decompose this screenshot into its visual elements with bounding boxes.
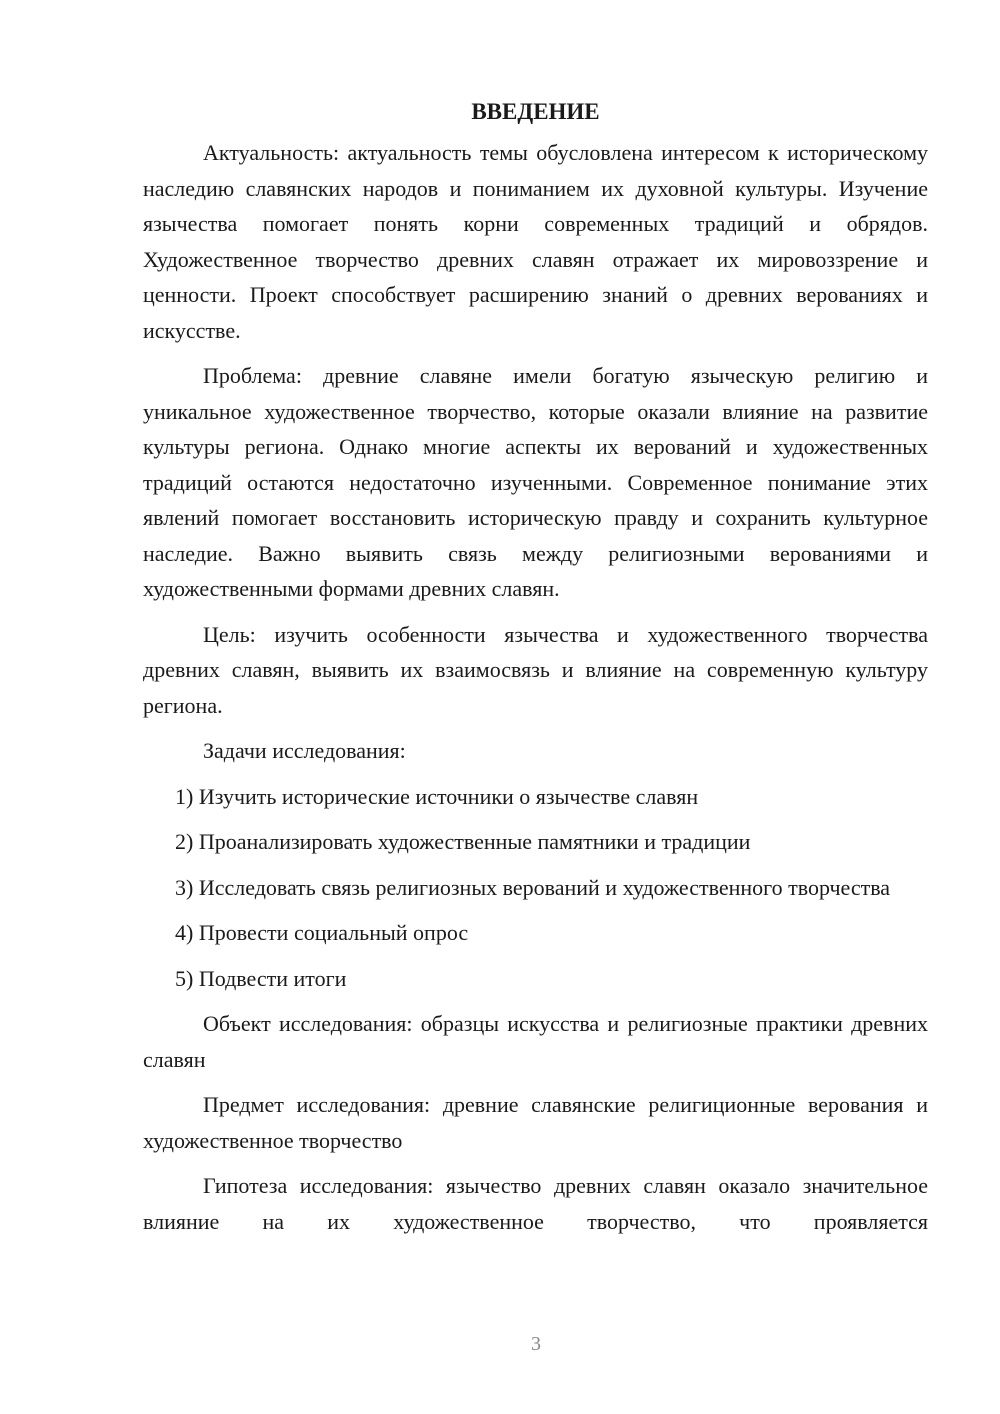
tasks-list: [143, 779, 928, 997]
list-item: 5) Подвести итоги: [175, 965, 347, 991]
paragraph-hypothesis: Гипотеза исследования: язычество древних славян оказало значительное влияние на их художественное творчество, что проявляется: [143, 1173, 928, 1234]
tasks-heading: Задачи исследования:: [203, 738, 406, 763]
paragraph-subject: Предмет исследования: древние славянские религиционные верования и художественное творчество: [143, 1092, 928, 1153]
page-number: 3: [531, 1333, 541, 1355]
document-page: [143, 94, 928, 1239]
list-item: 1) Изучить исторические источники о язычестве славян: [175, 783, 699, 809]
page-title: ВВЕДЕНИЕ: [471, 99, 600, 124]
list-item: 4) Провести социальный опрос: [175, 920, 469, 945]
paragraph-goal: Цель: изучить особенности язычества и художественного творчества древних славян, выявить их взаимосвязь и влияние на современную культуру региона.: [143, 621, 928, 718]
list-item: 3) Исследовать связь религиозных верований и художественного творчества: [175, 874, 891, 900]
paragraph-problem: Проблема: древние славяне имели богатую языческую религию и уникальное художественное творчество, которые оказали влияние на развитие культуры региона. Однако многие аспекты их верований и художественных традиций остаются недостаточно изученными. Современное понимание этих явлений помогает восстановить историческую правду и сохранить культурное наследие. Важно выявить связь между религиозными верованиями и художественными формами древних славян.: [143, 363, 928, 601]
list-item: 2) Проанализировать художественные памятники и традиции: [175, 829, 751, 854]
paragraph-object: Объект исследования: образцы искусства и религиозные практики древних славян: [143, 1011, 928, 1072]
paragraph-relevance: Актуальность: актуальность темы обусловлена интересом к историческому наследию славянских народов и пониманием их духовной культуры. Изучение язычества помогает понять корни современных традиций и обрядов. Художественное творчество древних славян отражает их мировоззрение и ценности. Проект способствует расширению знаний о древних верованиях и искусстве.: [143, 140, 928, 343]
